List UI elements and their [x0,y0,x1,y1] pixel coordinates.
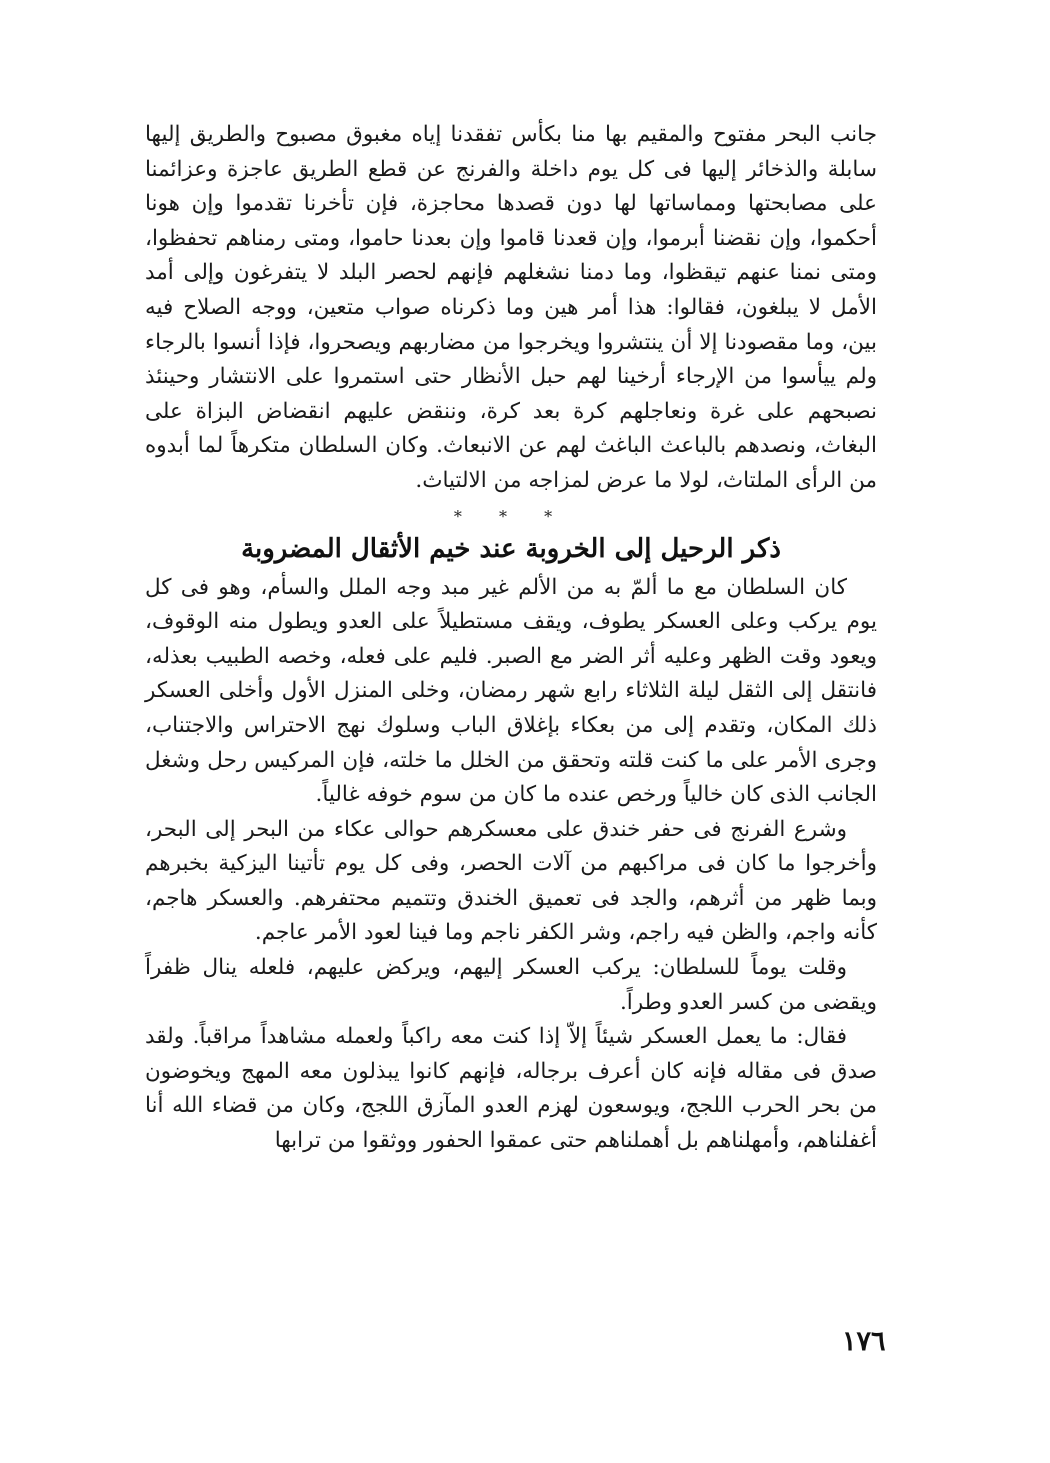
section-heading: ذكر الرحيل إلى الخروبة عند خيم الأثقال المضروبة [241,533,781,564]
paragraph-1: كان السلطان مع ما ألمّ به من الألم غير مبد وجه الملل والسأم، وهو فى كل يوم يركب وعلى العسكر يطوف، ويقف مستطيلاً على العدو ويطول منه الوقوف، ويعود وقت الظهر وعليه أثر الضر مع الصبر. فليم على فعله، وخصه الطبيب بعذله، فانتقل إلى الثقل ليلة الثلاثاء رابع شهر رمضان، وخلى المنزل الأول وأخلى العسكر ذلك المكان، وتقدم إلى من بعكاء بإغلاق الباب وسلوك نهج الاحتراس والاجتناب، وجرى الأمر على ما كنت قلته وتحقق من الخلل ما خلته، فإن المركيس رحل وشغل الجانب الذى كان خالياً ورخص عنده ما كان من سوم خوفه غالياً. [145,574,877,808]
document-page [145,118,877,1159]
page-number: ١٧٦ [842,1326,886,1357]
paragraph-4: فقال: ما يعمل العسكر شيئاً إلاّ إذا كنت معه راكباً ولعمله مشاهداً مراقباً. ولقد صدق فى مقاله فإنه كان أعرف برجاله، فإنهم كانوا يبذلون معه المهج ويخوضون من بحر الحرب اللجج، ويوسعون لهزم العدو المآزق اللجج، وكان من قضاء الله أنا أغفلناهم، وأمهلناهم بل أهملناهم حتى عمقوا الحفور ووثقوا من ترابها [145,1024,877,1154]
section-separator: * * * [453,506,569,526]
opening-paragraph: جانب البحر مفتوح والمقيم بها منا بكأس تفقدنا إياه مغبوق مصبوح والطريق إليها سابلة والذخائر إليها فى كل يوم داخلة والفرنج عن قطع الطريق عاجزة وعزائمنا على مصابحتها ومماساتها لها دون قصدها محاجزة، فإن تأخرنا تقدموا وإن هونا أحكموا، وإن نقضنا أبرموا، وإن قعدنا قاموا وإن بعدنا حاموا، ومتى رمناهم تحفظوا، ومتى نمنا عنهم تيقظوا، وما دمنا نشغلهم فإنهم لحصر البلد لا يتفرغون وإلى أمد الأمل لا يبلغون، فقالوا: هذا أمر هين وما ذكرناه صواب متعين، ووجه الصلاح فيه بين، وما مقصودنا إلا أن ينتشروا ويخرجوا من مضاربهم ويصحروا، فإذا أنسوا بالرجاء ولم ييأسوا من الإرجاء أرخينا لهم حبل الأنظار حتى استمروا على الانتشار وحينئذ نصبحهم على غرة ونعاجلهم كرة بعد كرة، وننقض عليهم انقضاض البزاة على البغاث، ونصدهم بالباعث الباغث لهم عن الانبعاث. وكان السلطان متكرهاً لما أبدوه من الرأى الملتاث، لولا ما عرض لمزاجه من الالتياث. [145,122,877,493]
paragraph-3: وقلت يوماً للسلطان: يركب العسكر إليهم، ويركض عليهم، فلعله ينال ظفراً ويقضى من كسر العدو وطراً. [145,955,877,1015]
paragraph-2: وشرع الفرنج فى حفر خندق على معسكرهم حوالى عكاء من البحر إلى البحر، وأخرجوا ما كان فى مراكبهم من آلات الحصر، وفى كل يوم تأتينا اليزكية بخبرهم وبما ظهر من أثرهم، والجد فى تعميق الخندق وتتميم محتفرهم. والعسكر هاجم، كأنه واجم، والظن فيه راجم، وشر الكفر ناجم وما فينا لعود الأمر عاجم. [145,816,877,946]
